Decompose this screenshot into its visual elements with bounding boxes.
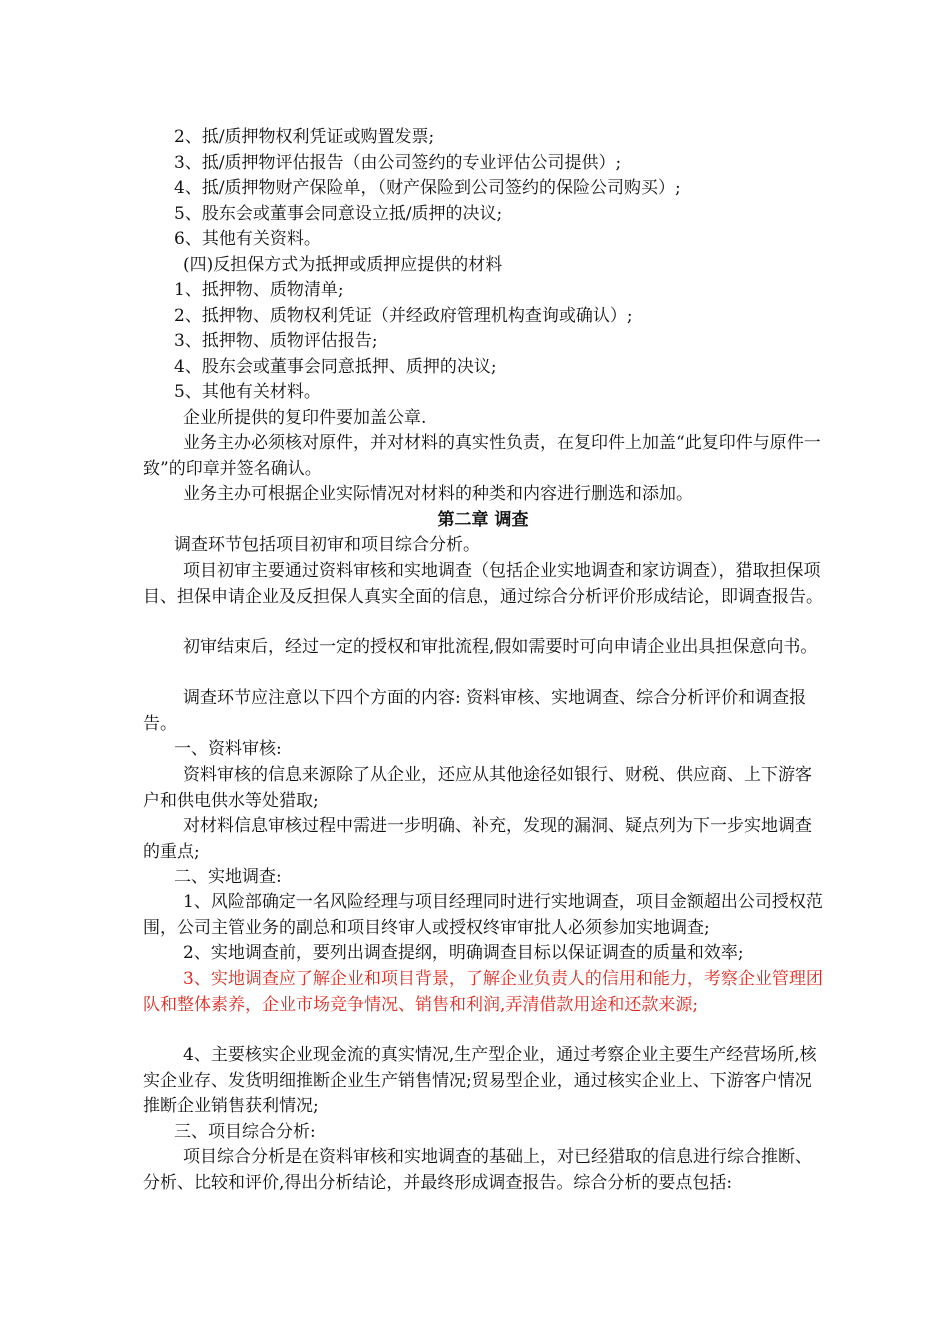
list-item: 3、抵/质押物评估报告（由公司签约的专业评估公司提供）; [174,153,622,173]
highlighted-list-item: 3、实地调查应了解企业和项目背景，了解企业负责人的信用和能力，考察企业管理团队和整体素养，企业市场竞争情况、销售和利润,弄清借款用途和还款来源; [143,969,823,1015]
list-item: 2、抵押物、质物权利凭证（并经政府管理机构查询或确认）; [174,306,633,326]
paragraph: 项目综合分析是在资料审核和实地调查的基础上，对已经猎取的信息进行综合推断、分析、比较和评价,得出分析结论，并最终形成调查报告。综合分析的要点包括: [143,1147,812,1193]
section-subheading: (四)反担保方式为抵押或质押应提供的材料 [183,255,503,275]
list-item: 3、抵押物、质物评估报告; [174,331,378,351]
list-item: 4、股东会或董事会同意抵押、质押的决议; [174,357,497,377]
list-item: 1、抵押物、质物清单; [174,280,344,300]
chapter-heading: 第二章 调查 [437,510,529,530]
paragraph: 调查环节应注意以下四个方面的内容: 资料审核、实地调查、综合分析评价和调查报告。 [143,688,807,734]
list-item: 1、风险部确定一名风险经理与项目经理同时进行实地调查，项目金额超出公司授权范围，公司主管业务的副总和项目终审人或授权终审审批人必须参加实地调查; [143,892,823,938]
paragraph: 对材料信息审核过程中需进一步明确、补充，发现的漏洞、疑点列为下一步实地调查的重点; [143,816,812,862]
paragraph: 企业所提供的复印件要加盖公章. [183,408,427,428]
paragraph: 业务主办可根据企业实际情况对材料的种类和内容进行删选和添加。 [183,484,693,504]
list-item: 5、股东会或董事会同意设立抵/质押的决议; [174,204,503,224]
list-item: 2、实地调查前，要列出调查提纲，明确调查目标以保证调查的质量和效率; [183,943,744,963]
section-subheading: 二、实地调查: [174,867,282,887]
section-subheading: 三、项目综合分析: [174,1122,316,1142]
list-item: 4、抵/质押物财产保险单，（财产保险到公司签约的保险公司购买）; [174,178,681,198]
list-item: 2、抵/质押物权利凭证或购置发票; [174,127,435,147]
paragraph: 资料审核的信息来源除了从企业，还应从其他途径如银行、财税、供应商、上下游客户和供电供水等处猎取; [143,765,812,811]
paragraph: 初审结束后，经过一定的授权和审批流程,假如需要时可向申请企业出具担保意向书。 [183,637,818,657]
list-item: 5、其他有关材料。 [174,382,321,402]
paragraph: 业务主办必须核对原件，并对材料的真实性负责，在复印件上加盖“此复印件与原件一致”的印章并签名确认。 [143,433,821,479]
list-item: 6、其他有关资料。 [174,229,321,249]
paragraph: 项目初审主要通过资料审核和实地调查（包括企业实地调查和家访调查），猎取担保项目、担保申请企业及反担保人真实全面的信息，通过综合分析评价形成结论，即调查报告。 [143,561,823,607]
paragraph: 调查环节包括项目初审和项目综合分析。 [174,535,480,555]
section-subheading: 一、资料审核: [174,739,282,759]
list-item: 4、主要核实企业现金流的真实情况,生产型企业，通过考察企业主要生产经营场所,核实企业存、发货明细推断企业生产销售情况;贸易型企业，通过核实企业上、下游客户情况推断企业销售获利情况; [143,1045,817,1116]
